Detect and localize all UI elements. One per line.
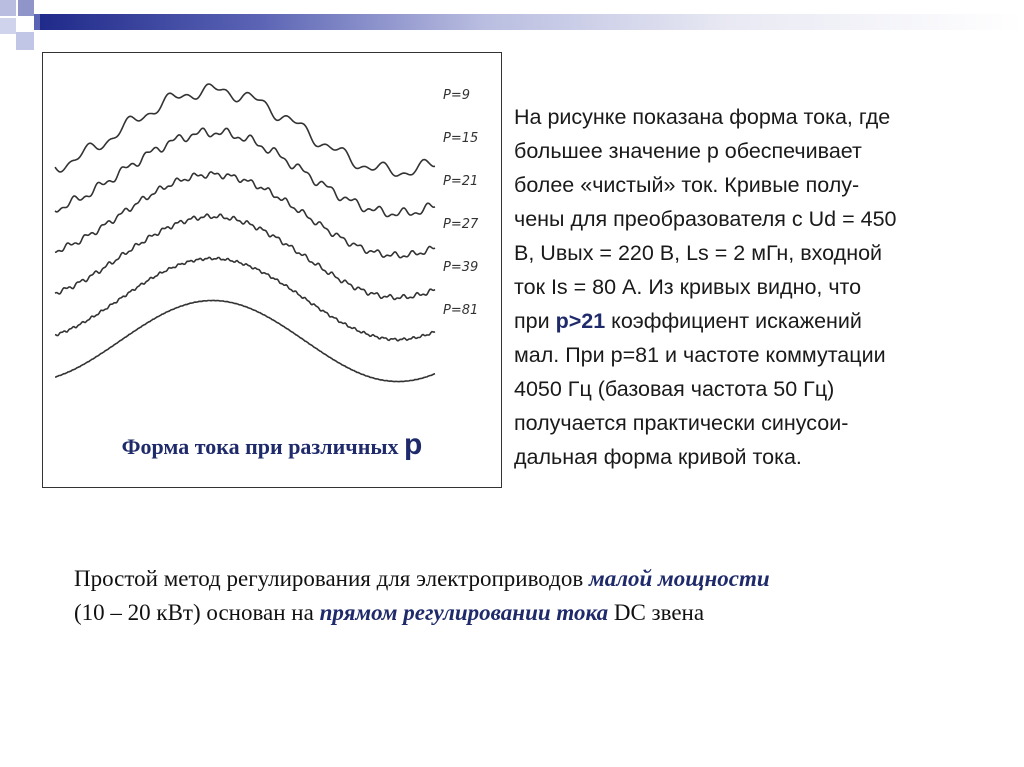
waveform-p-27 [55, 214, 435, 299]
bottom-text: (10 – 20 кВт) основан на [74, 600, 320, 625]
waveform-p-15 [55, 128, 435, 216]
desc-text: коэффициент искажений [605, 309, 862, 333]
caption-var: p [404, 428, 423, 461]
desc-line: получается практически синусои- [514, 411, 849, 435]
waveform-p-39 [55, 257, 435, 340]
curve-label: P=9 [443, 88, 471, 103]
desc-line [514, 304, 994, 338]
emphasis-low-power: малой мощности [588, 566, 770, 591]
desc-line: более «чистый» ток. Кривые полу- [514, 173, 860, 197]
desc-line: большее значение р обеспечивает [514, 139, 862, 163]
bottom-text: Простой метод регулирования для электроприводов [74, 566, 589, 591]
highlight-p21: p>21 [555, 309, 606, 333]
bottom-statement [74, 562, 974, 630]
curve-label: P=81 [443, 303, 479, 318]
curve-label: P=27 [443, 217, 479, 232]
waveform-p-9 [55, 84, 435, 176]
current-waveform-figure [42, 52, 502, 488]
desc-line: 4050 Гц (базовая частота 50 Гц) [514, 377, 835, 401]
caption-text: Форма тока при различных [121, 434, 405, 459]
curve-label: P=39 [443, 260, 479, 275]
desc-line: дальная форма кривой тока. [514, 445, 802, 469]
waveform-p-21 [55, 172, 435, 258]
waveform-plot [43, 53, 501, 413]
title-bar-decoration [40, 14, 1024, 30]
decor-square [0, 18, 16, 34]
description-text [514, 100, 994, 474]
desc-line: ток Is = 80 А. Из кривых видно, что [514, 275, 862, 299]
emphasis-direct-current-control: прямом регулировании тока [319, 600, 609, 625]
decor-square [16, 32, 34, 50]
curve-label: P=15 [443, 131, 479, 146]
desc-line: мал. При p=81 и частоте коммутации [514, 343, 886, 367]
bottom-line-2 [74, 596, 974, 630]
desc-line: На рисунке показана форма тока, где [514, 105, 891, 129]
bottom-line-1 [74, 562, 974, 596]
desc-line: В, Uвых = 220 В, Ls = 2 мГн, входной [514, 241, 883, 265]
desc-line: чены для преобразователя с Ud = 450 [514, 207, 897, 231]
decor-square [18, 0, 34, 16]
curve-label: P=21 [443, 174, 479, 189]
waveform-p-81 [55, 300, 435, 381]
desc-text: при [514, 309, 556, 333]
bottom-text: DC звена [608, 600, 705, 625]
decor-square [0, 0, 16, 16]
figure-caption [43, 428, 501, 462]
